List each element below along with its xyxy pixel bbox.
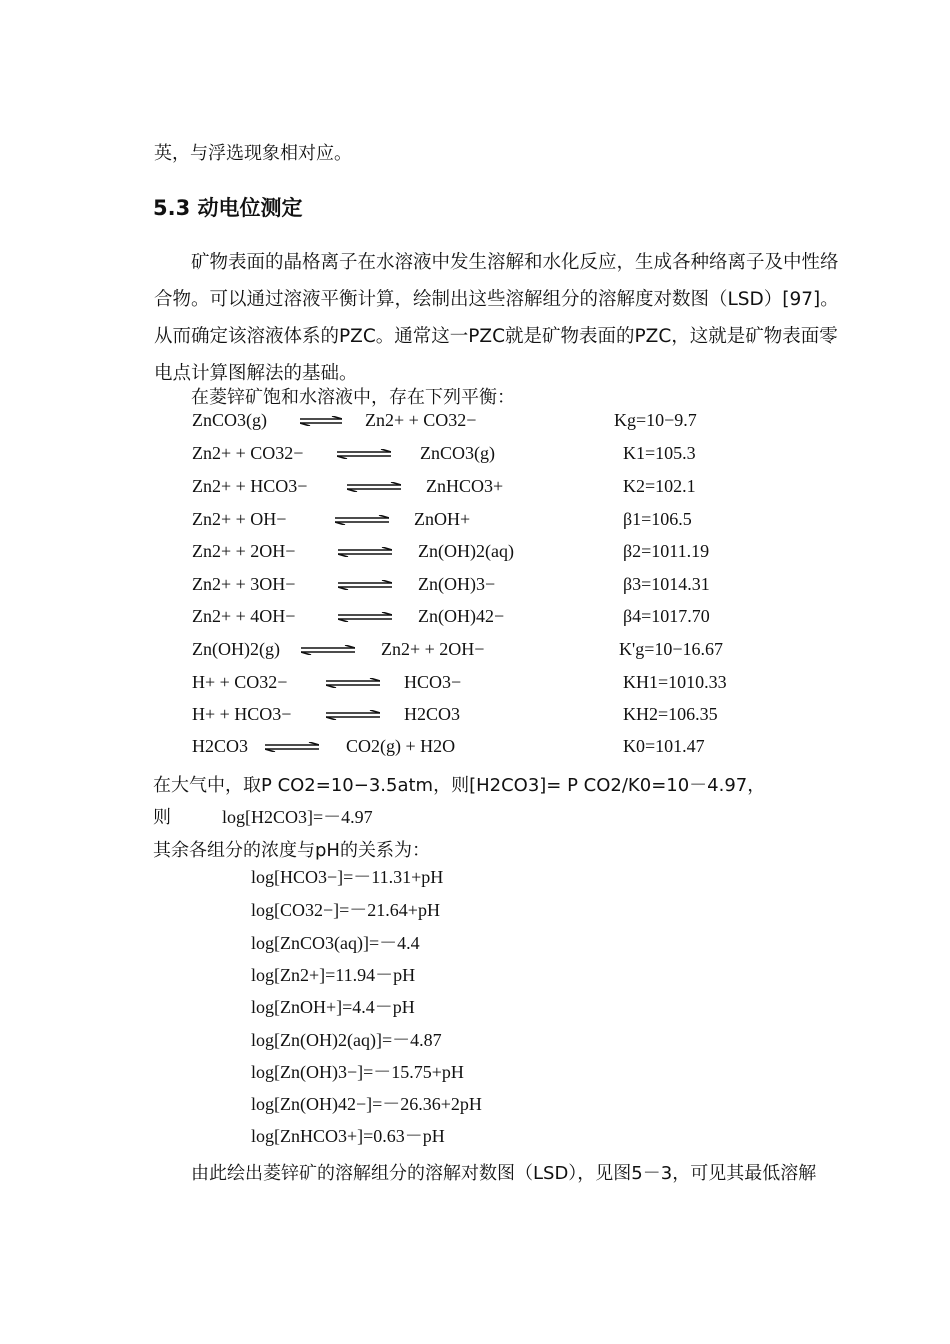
equilibrium-left: ZnCO3(g) [192,410,267,430]
concentration-equation: log[HCO3−]=－11.31+pH [251,867,444,887]
equilibrium-left: Zn2+ + HCO3− [192,476,308,496]
equilibrium-right: Zn(OH)3− [418,574,496,594]
equilibrium-left: H+ + CO32− [192,672,288,692]
closing-line: 由此绘出菱锌矿的溶解组分的溶解对数图（LSD），见图5－3，可见其最低溶解 [191,1163,817,1184]
equilibrium-left: Zn2+ + 4OH− [192,606,296,626]
equilibrium-left: Zn2+ + CO32− [192,443,304,463]
equilibrium-left: H2CO3 [192,736,249,756]
concentration-equation: log[ZnHCO3+]=0.63－pH [251,1126,445,1146]
equilibrium-left: Zn2+ + OH− [192,509,287,529]
equilibrium-constant: β1=106.5 [623,509,692,529]
equilibrium-constant: β2=1011.19 [623,541,710,561]
equilibrium-right: Zn2+ + CO32− [365,410,477,430]
equilibrium-arrow-icon [301,645,355,655]
equilibria-intro: 在菱锌矿饱和水溶液中，存在下列平衡： [191,387,515,408]
equilibrium-arrow-icon [338,612,392,622]
concentration-equation: log[Zn2+]=11.94－pH [251,965,416,985]
concentration-equation: log[ZnOH+]=4.4－pH [251,997,415,1017]
text-line-top: 英，与浮选现象相对应。 [154,143,352,164]
equilibrium-constant: K1=105.3 [623,443,696,463]
concentration-equation: log[ZnCO3(aq)]=－4.4 [251,933,420,953]
equilibrium-right: ZnHCO3+ [426,476,504,496]
equilibrium-arrow-icon [338,547,392,557]
equilibrium-constant: β4=1017.70 [623,606,710,626]
equilibrium-right: ZnOH+ [414,509,471,529]
concentration-equation: log[CO32−]=－21.64+pH [251,900,440,920]
equilibrium-constant: β3=1014.31 [623,574,710,594]
equilibrium-constant: KH1=1010.33 [623,672,727,692]
equilibrium-constant: K'g=10−16.67 [619,639,724,659]
equilibrium-arrow-icon [335,515,389,525]
equilibrium-arrow-icon [337,449,391,459]
equilibrium-left: Zn2+ + 2OH− [192,541,296,561]
equilibrium-right: Zn(OH)2(aq) [418,541,514,561]
equilibrium-arrow-icon [338,580,392,590]
atmosphere-line: 在大气中，取P CO2=10−3.5atm，则[H2CO3]= P CO2/K0=10－4.97， [153,775,766,796]
concentration-equation: log[Zn(OH)2(aq)]=－4.87 [251,1030,442,1050]
equilibrium-left: H+ + HCO3− [192,704,292,724]
then-prefix: 则 [153,807,171,828]
equilibrium-arrow-icon [265,742,319,752]
equilibrium-right: Zn2+ + 2OH− [381,639,485,659]
equilibrium-right: H2CO3 [404,704,461,724]
concentration-equation: log[Zn(OH)3−]=－15.75+pH [251,1062,464,1082]
h2co3-log: log[H2CO3]=－4.97 [222,807,373,827]
equilibrium-arrow-icon [300,416,342,426]
relation-intro: 其余各组分的浓度与pH的关系为： [153,840,430,861]
equilibrium-arrow-icon [326,678,380,688]
equilibrium-right: ZnCO3(g) [420,443,495,463]
equilibrium-left: Zn(OH)2(g) [192,639,280,659]
equilibrium-right: CO2(g) + H2O [346,736,456,756]
equilibrium-right: HCO3− [404,672,462,692]
equilibrium-arrow-icon [326,710,380,720]
equilibrium-right: Zn(OH)42− [418,606,505,626]
equilibrium-arrow-icon [347,482,401,492]
equilibrium-constant: K2=102.1 [623,476,696,496]
equilibrium-constant: Kg=10−9.7 [614,410,697,430]
equilibrium-constant: K0=101.47 [623,736,705,756]
equilibrium-constant: KH2=106.35 [623,704,718,724]
paragraph-lsd: 矿物表面的晶格离子在水溶液中发生溶解和水化反应，生成各种络离子及中性络合物。可以通过溶液平衡计算，绘制出这些溶解组分的溶解度对数图（LSD）[97]。从而确定该溶液体系的PZC。通常这一PZC就是矿物表面的PZC，这就是矿物表面零电点计算图解法的基础。 [154,252,839,384]
equilibrium-left: Zn2+ + 3OH− [192,574,296,594]
section-heading: 5.3 动电位测定 [153,196,303,220]
concentration-equation: log[Zn(OH)42−]=－26.36+2pH [251,1094,482,1114]
